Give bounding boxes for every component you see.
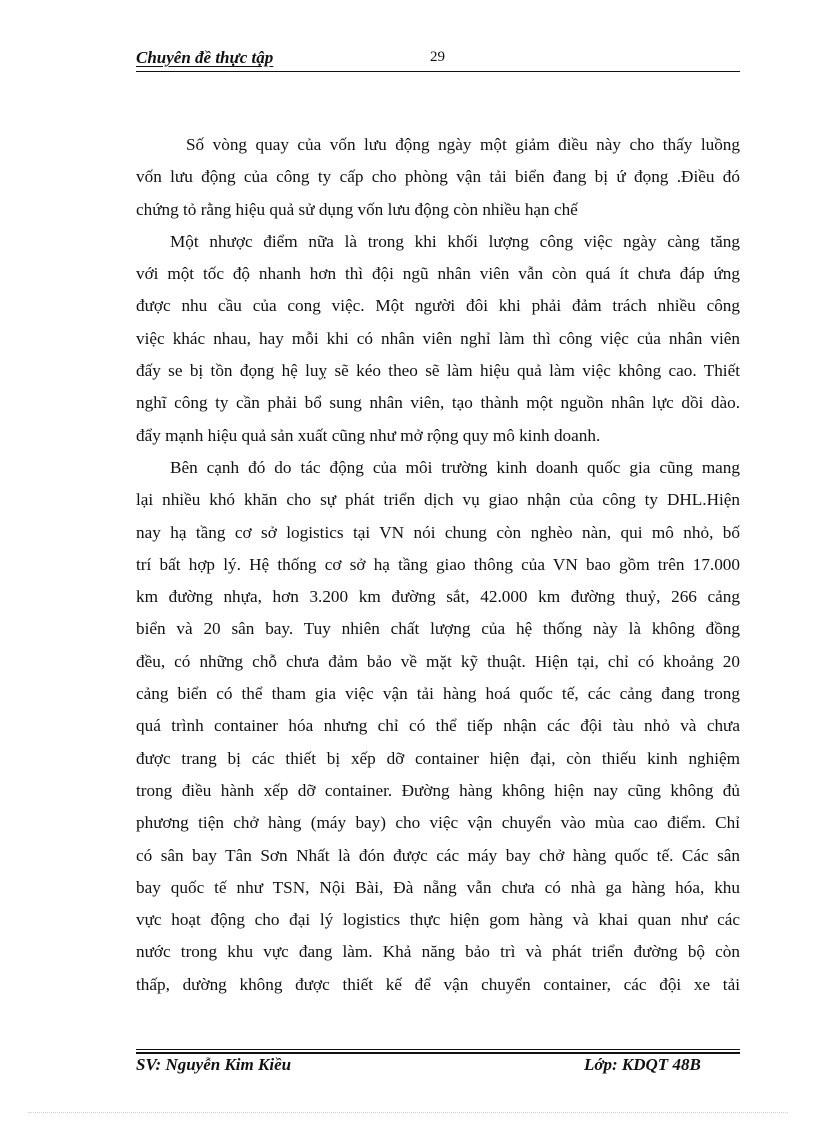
text-line: được nhu cầu của cong việc. Một người đôi khi phải đảm trách nhiều công: [136, 296, 740, 316]
text-line: bay quốc tế như TSN, Nội Bài, Đà nẵng vẫn chưa có nhà ga hàng hóa, khu: [136, 877, 740, 897]
header-rule: [136, 71, 740, 72]
header-title: Chuyên đề thực tập: [136, 48, 274, 67]
text-line: được trang bị các thiết bị xếp dỡ container hiện đại, còn thiếu kinh nghiệm: [136, 748, 740, 768]
text-line: thấp, dường không được thiết kế để vận chuyển container, các đội xe tải: [136, 974, 740, 994]
text-line: đều, có những chỗ chưa đảm bảo về mặt kỹ thuật. Hiện tại, chỉ có khoảng 20: [136, 651, 740, 671]
footer-rule-thick: [136, 1052, 740, 1054]
text-line: việc khác nhau, hay mỗi khi có nhân viên nghỉ làm thì công việc của nhân viên: [136, 328, 740, 348]
text-line: nay hạ tầng cơ sở logistics tại VN nói chung còn nghèo nàn, qui mô nhỏ, bố: [136, 522, 740, 542]
text-line: lại nhiều khó khăn cho sự phát triển dịch vụ giao nhận của công ty DHL.Hiện: [136, 490, 740, 510]
text-line: Số vòng quay của vốn lưu động ngày một giảm điều này cho thấy luồng: [186, 135, 740, 154]
page-edge: [28, 1112, 788, 1113]
text-line: vốn lưu động của công ty cấp cho phòng vận tải biển đang bị ứ đọng .Điều đó: [136, 167, 740, 187]
text-line: với một tốc độ nhanh hơn thì đội ngũ nhân viên vẫn còn quá ít chưa đáp ứng: [136, 264, 740, 284]
text-line: trong điều hành xếp dỡ container. Đường hàng không hiện nay cũng không đủ: [136, 780, 740, 800]
footer-student-name: SV: Nguyễn Kim Kiều: [136, 1055, 292, 1074]
text-line: Một nhược điểm nữa là trong khi khối lượng công việc ngày càng tăng: [170, 231, 740, 251]
text-line: trí bất hợp lý. Hệ thống cơ sở hạ tầng giao thông của VN bao gồm trên 17.000: [136, 554, 740, 574]
text-line: có sân bay Tân Sơn Nhất là đón được các máy bay chở hàng quốc tế. Các sân: [136, 845, 740, 865]
text-line: chứng tỏ rằng hiệu quả sử dụng vốn lưu động còn nhiều hạn chế: [136, 199, 578, 219]
text-line: quá trình container hóa nhưng chỉ có thể tiếp nhận các đội tàu nhỏ và chưa: [136, 716, 740, 736]
text-line: phương tiện chở hàng (máy bay) cho việc vận chuyển vào mùa cao điểm. Chỉ: [136, 813, 740, 833]
text-line: Bên cạnh đó do tác động của môi trường kinh doanh quốc gia cũng mang: [170, 457, 740, 477]
text-line: km đường nhựa, hơn 3.200 km đường sắt, 42.000 km đường thuỷ, 266 cảng: [136, 587, 740, 607]
document-body: [136, 129, 740, 1001]
footer-class: Lớp: KDQT 48B: [584, 1055, 701, 1074]
paragraph-1: [136, 129, 740, 226]
page-number: 29: [430, 49, 445, 65]
paragraph-3: [136, 452, 740, 1001]
text-line: biển và 20 sân bay. Tuy nhiên chất lượng của hệ thống này là không đồng: [136, 619, 740, 639]
text-line: nước trong khu vực đang làm. Khả năng bảo trì và phát triển đường bộ còn: [136, 942, 740, 962]
text-line: nghĩ công ty cần phải bổ sung nhân viên, tạo thành một nguồn nhân lực dồi dào.: [136, 393, 740, 413]
text-line: đẩy mạnh hiệu quả sản xuất cũng như mở rộng quy mô kinh doanh.: [136, 425, 601, 445]
text-line: vực hoạt động cho đại lý logistics thực hiện gom hàng và khai quan như các: [136, 910, 740, 930]
paragraph-2: [136, 226, 740, 452]
footer-rule: [136, 1049, 740, 1050]
text-line: đấy se bị tồn đọng hệ luỵ sẽ kéo theo sẽ làm hiệu quả làm việc không cao. Thiết: [136, 361, 740, 381]
text-line: cảng biển có thể tham gia việc vận tải hàng hoá quốc tế, các cảng đang trong: [136, 684, 740, 704]
